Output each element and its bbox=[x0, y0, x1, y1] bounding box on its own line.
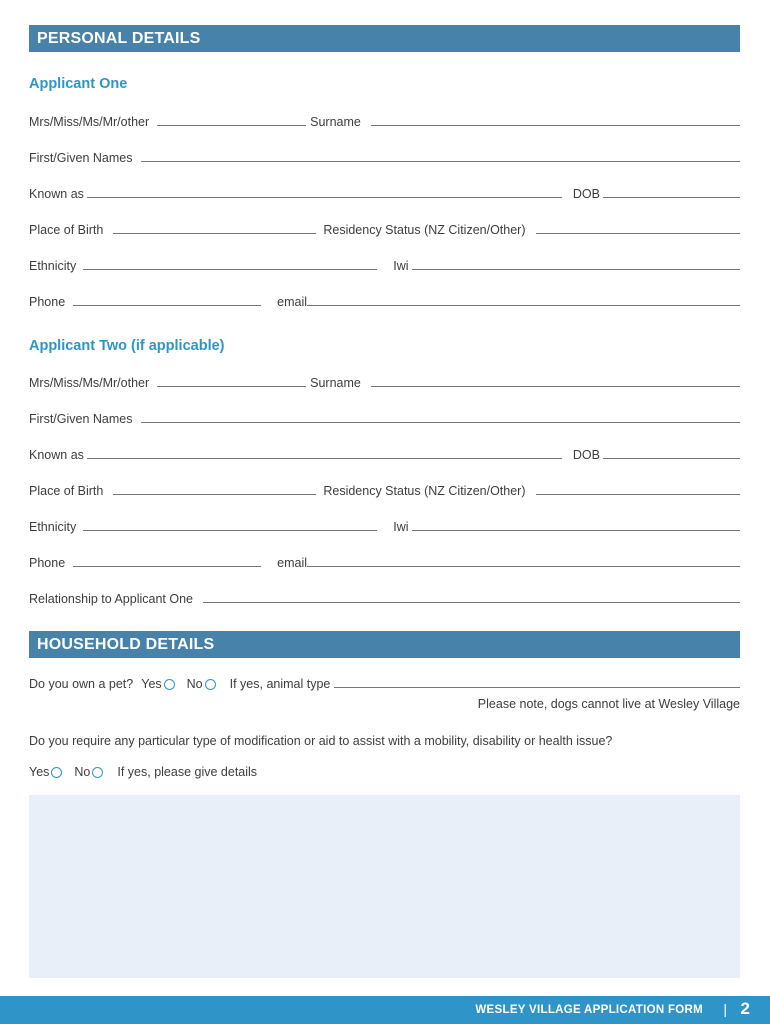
applicant-two-row-known-as bbox=[29, 446, 740, 462]
applicant-two-row-ethnicity bbox=[29, 518, 740, 534]
phone-field[interactable] bbox=[73, 305, 261, 306]
pet-yes-radio[interactable] bbox=[164, 679, 175, 690]
pet-question: Do you own a pet? bbox=[29, 677, 134, 691]
surname-label: Surname bbox=[310, 376, 361, 390]
ethnicity-label: Ethnicity bbox=[29, 520, 77, 534]
email-label: email bbox=[277, 556, 308, 570]
title-field[interactable] bbox=[157, 386, 306, 387]
animal-type-field[interactable] bbox=[334, 687, 740, 688]
applicant-two-row-names bbox=[29, 410, 740, 426]
mod-yes-label: Yes bbox=[29, 765, 50, 779]
applicant-two-row-title bbox=[29, 374, 740, 390]
residency-field[interactable] bbox=[536, 494, 741, 495]
iwi-field[interactable] bbox=[412, 269, 740, 270]
phone-label: Phone bbox=[29, 556, 66, 570]
ethnicity-field[interactable] bbox=[83, 530, 377, 531]
pet-yes-label: Yes bbox=[141, 677, 162, 691]
email-field[interactable] bbox=[307, 566, 740, 567]
residency-field[interactable] bbox=[536, 233, 741, 234]
known-as-field[interactable] bbox=[87, 458, 562, 459]
dob-label: DOB bbox=[572, 187, 600, 201]
relationship-label: Relationship to Applicant One bbox=[29, 592, 193, 606]
household-details-heading: HOUSEHOLD DETAILS bbox=[29, 631, 740, 658]
known-as-label: Known as bbox=[29, 187, 84, 201]
iwi-label: Iwi bbox=[393, 259, 409, 273]
pet-note: Please note, dogs cannot live at Wesley Village bbox=[477, 697, 740, 711]
title-label: Mrs/Miss/Ms/Mr/other bbox=[29, 376, 150, 390]
dob-label: DOB bbox=[572, 448, 600, 462]
surname-field[interactable] bbox=[371, 125, 740, 126]
iwi-field[interactable] bbox=[412, 530, 740, 531]
place-of-birth-field[interactable] bbox=[113, 494, 316, 495]
pet-no-label: No bbox=[186, 677, 203, 691]
phone-label: Phone bbox=[29, 295, 66, 309]
relationship-field[interactable] bbox=[203, 602, 740, 603]
iwi-label: Iwi bbox=[393, 520, 409, 534]
first-names-field[interactable] bbox=[141, 422, 741, 423]
applicant-two-row-birth bbox=[29, 482, 740, 498]
applicant-one-row-names bbox=[29, 149, 740, 165]
personal-details-heading: PERSONAL DETAILS bbox=[29, 25, 740, 52]
ethnicity-label: Ethnicity bbox=[29, 259, 77, 273]
modification-question: Do you require any particular type of modification or aid to assist with a mobility, disability or health issue? bbox=[29, 734, 613, 748]
known-as-field[interactable] bbox=[87, 197, 562, 198]
title-label: Mrs/Miss/Ms/Mr/other bbox=[29, 115, 150, 129]
applicant-one-row-birth bbox=[29, 221, 740, 237]
known-as-label: Known as bbox=[29, 448, 84, 462]
mod-yes-radio[interactable] bbox=[51, 767, 62, 778]
surname-field[interactable] bbox=[371, 386, 740, 387]
footer-title: WESLEY VILLAGE APPLICATION FORM bbox=[475, 1004, 703, 1016]
applicant-one-row-known-as bbox=[29, 185, 740, 201]
title-field[interactable] bbox=[157, 125, 306, 126]
page-footer bbox=[0, 996, 770, 1024]
place-of-birth-label: Place of Birth bbox=[29, 484, 104, 498]
surname-label: Surname bbox=[310, 115, 361, 129]
pet-no-radio[interactable] bbox=[205, 679, 216, 690]
ethnicity-field[interactable] bbox=[83, 269, 377, 270]
applicant-two-row-relationship bbox=[29, 590, 740, 606]
place-of-birth-label: Place of Birth bbox=[29, 223, 104, 237]
dob-field[interactable] bbox=[603, 197, 740, 198]
mod-no-radio[interactable] bbox=[92, 767, 103, 778]
phone-field[interactable] bbox=[73, 566, 261, 567]
applicant-one-row-ethnicity bbox=[29, 257, 740, 273]
modification-row bbox=[29, 763, 740, 779]
residency-label: Residency Status (NZ Citizen/Other) bbox=[323, 484, 526, 498]
mod-no-label: No bbox=[74, 765, 91, 779]
pet-row bbox=[29, 675, 740, 691]
page-number: 2 bbox=[740, 999, 750, 1018]
footer-separator: | bbox=[723, 1001, 727, 1017]
first-names-label: First/Given Names bbox=[29, 151, 133, 165]
details-textarea[interactable] bbox=[29, 795, 740, 978]
applicant-one-row-phone bbox=[29, 293, 740, 309]
applicant-one-heading: Applicant One bbox=[29, 76, 128, 92]
applicant-one-row-title bbox=[29, 113, 740, 129]
applicant-two-heading: Applicant Two (if applicable) bbox=[29, 338, 225, 354]
email-field[interactable] bbox=[307, 305, 740, 306]
applicant-two-row-phone bbox=[29, 554, 740, 570]
first-names-field[interactable] bbox=[141, 161, 741, 162]
place-of-birth-field[interactable] bbox=[113, 233, 316, 234]
first-names-label: First/Given Names bbox=[29, 412, 133, 426]
details-label: If yes, please give details bbox=[117, 765, 258, 779]
residency-label: Residency Status (NZ Citizen/Other) bbox=[323, 223, 526, 237]
dob-field[interactable] bbox=[603, 458, 740, 459]
animal-type-label: If yes, animal type bbox=[229, 677, 331, 691]
email-label: email bbox=[277, 295, 308, 309]
